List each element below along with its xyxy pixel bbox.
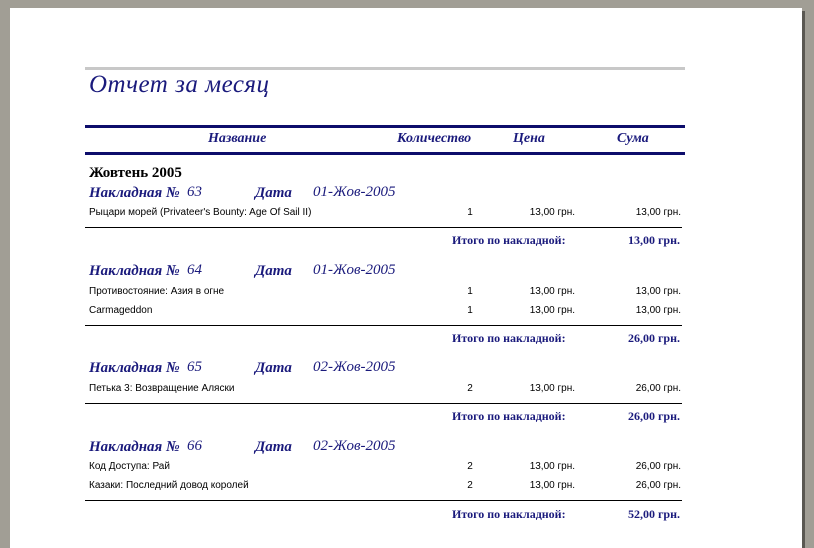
invoice-date: 02-Жов-2005 (313, 438, 396, 454)
invoice-header (89, 185, 689, 205)
invoice-label: Накладная № (89, 263, 180, 279)
invoice-total-label: Итого по накладной: (452, 409, 566, 423)
table-row (89, 383, 689, 397)
invoice-date: 01-Жов-2005 (313, 184, 396, 200)
item-qty: 1 (467, 207, 473, 218)
item-name: Рыцари морей (Privateer's Bounty: Age Of Sail II) (89, 207, 312, 218)
invoice-number: 64 (187, 262, 202, 278)
header-top-rule (85, 125, 685, 128)
column-header-price: Цена (513, 131, 545, 146)
item-name: Петька 3: Возвращение Аляски (89, 383, 235, 394)
table-row (89, 286, 689, 300)
invoice-label: Накладная № (89, 360, 180, 376)
month-group-header: Жовтень 2005 (89, 165, 182, 181)
item-price: 13,00 грн. (529, 480, 575, 491)
table-row (89, 207, 689, 221)
column-header-qty: Количество (397, 131, 472, 146)
invoice-separator (85, 500, 682, 501)
item-sum: 26,00 грн. (635, 383, 681, 394)
invoice-label: Накладная № (89, 185, 180, 201)
item-qty: 1 (467, 286, 473, 297)
item-price: 13,00 грн. (529, 305, 575, 316)
item-qty: 1 (467, 305, 473, 316)
invoice-total-sum: 26,00 грн. (627, 409, 680, 423)
invoice-total-label: Итого по накладной: (452, 331, 566, 345)
invoice-total-label: Итого по накладной: (452, 233, 566, 247)
item-price: 13,00 грн. (529, 383, 575, 394)
invoice-total-label: Итого по накладной: (452, 507, 566, 521)
invoice-date: 01-Жов-2005 (313, 262, 396, 278)
item-name: Код Доступа: Рай (89, 461, 170, 472)
table-row (89, 461, 689, 475)
item-qty: 2 (467, 383, 473, 394)
report-page (10, 8, 802, 548)
item-price: 13,00 грн. (529, 461, 575, 472)
invoice-header (89, 360, 689, 380)
invoice-separator (85, 227, 682, 228)
item-qty: 2 (467, 461, 473, 472)
invoice-total-sum: 13,00 грн. (627, 233, 680, 247)
item-sum: 13,00 грн. (635, 286, 681, 297)
invoice-number: 63 (187, 184, 202, 200)
date-label: Дата (255, 360, 292, 376)
item-sum: 26,00 грн. (635, 461, 681, 472)
invoice-number: 66 (187, 438, 202, 454)
invoice-label: Накладная № (89, 439, 180, 455)
item-name: Казаки: Последний довод королей (89, 480, 249, 491)
item-qty: 2 (467, 480, 473, 491)
table-row (89, 305, 689, 319)
top-divider (85, 67, 685, 70)
date-label: Дата (255, 263, 292, 279)
column-header-name: Название (208, 131, 267, 146)
invoice-separator (85, 325, 682, 326)
invoice-total-sum: 26,00 грн. (627, 331, 680, 345)
date-label: Дата (255, 439, 292, 455)
invoice-date: 02-Жов-2005 (313, 359, 396, 375)
header-bottom-rule (85, 152, 685, 155)
invoice-header (89, 263, 689, 283)
item-name: Carmageddon (89, 305, 153, 316)
item-sum: 13,00 грн. (635, 207, 681, 218)
date-label: Дата (255, 185, 292, 201)
invoice-header (89, 439, 689, 459)
invoice-total-sum: 52,00 грн. (627, 507, 680, 521)
item-price: 13,00 грн. (529, 286, 575, 297)
table-row (89, 480, 689, 494)
report-title: Отчет за месяц (89, 71, 270, 98)
invoice-separator (85, 403, 682, 404)
item-name: Противостояние: Азия в огне (89, 286, 225, 297)
item-sum: 26,00 грн. (635, 480, 681, 491)
invoice-number: 65 (187, 359, 202, 375)
item-sum: 13,00 грн. (635, 305, 681, 316)
column-header-sum: Сума (617, 131, 649, 146)
item-price: 13,00 грн. (529, 207, 575, 218)
